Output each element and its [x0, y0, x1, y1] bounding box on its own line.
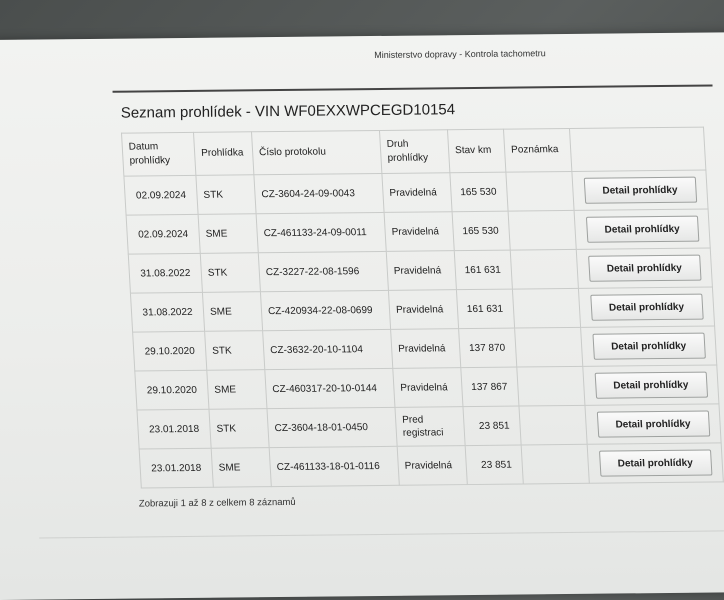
cell-action	[583, 365, 719, 405]
cell-note	[510, 249, 578, 289]
table-row	[130, 287, 714, 332]
column-header-action	[569, 127, 705, 171]
cell-km: 165 530	[452, 211, 510, 251]
column-header-km: Stav km	[447, 129, 505, 173]
cell-inspection-type: STK	[209, 409, 269, 449]
table-row	[133, 326, 717, 371]
cell-protocol: CZ-3227-22-08-1596	[258, 251, 388, 291]
table-row	[126, 209, 710, 254]
bottom-divider	[39, 530, 724, 539]
cell-kind: Pravidelná	[384, 212, 454, 252]
cell-date: 02.09.2024	[126, 214, 200, 254]
cell-kind: Pravidelná	[391, 329, 461, 369]
running-header: Ministerstvo dopravy - Kontrola tachometru	[374, 48, 546, 61]
cell-note	[508, 210, 576, 250]
inspections-table-wrapper	[121, 127, 723, 489]
cell-km: 161 631	[456, 289, 514, 329]
cell-protocol: CZ-3604-18-01-0450	[267, 407, 397, 447]
cell-protocol: CZ-461133-18-01-0116	[269, 446, 399, 486]
cell-km: 23 851	[463, 406, 521, 446]
cell-date: 02.09.2024	[124, 175, 198, 215]
inspections-table	[121, 127, 724, 489]
cell-inspection-type: SME	[198, 214, 258, 254]
detail-button[interactable]: Detail prohlídky	[592, 333, 705, 360]
cell-note	[515, 327, 583, 367]
cell-protocol: CZ-420934-22-08-0699	[260, 290, 390, 330]
cell-kind: Pravidelná	[388, 290, 458, 330]
detail-button[interactable]: Detail prohlídky	[599, 450, 712, 477]
detail-button[interactable]: Detail prohlídky	[588, 255, 701, 282]
cell-note	[519, 405, 587, 445]
column-header-inspection: Prohlídka	[194, 132, 254, 176]
cell-kind: Pravidelná	[397, 446, 467, 486]
cell-action	[576, 248, 712, 288]
cell-action	[587, 443, 723, 483]
cell-note	[521, 444, 589, 484]
column-header-date: Datum prohlídky	[122, 132, 196, 176]
cell-protocol: CZ-3604-24-09-0043	[254, 173, 384, 213]
detail-button[interactable]: Detail prohlídky	[594, 372, 707, 399]
cell-protocol: CZ-461133-24-09-0011	[256, 212, 386, 252]
cell-kind: Pravidelná	[393, 368, 463, 408]
cell-date: 31.08.2022	[128, 253, 202, 293]
cell-kind: Pred registraci	[395, 407, 465, 447]
cell-km: 161 631	[454, 250, 512, 290]
cell-inspection-type: SME	[202, 292, 262, 332]
cell-km: 137 867	[461, 367, 519, 407]
cell-inspection-type: STK	[196, 175, 256, 215]
cell-action	[572, 170, 708, 210]
cell-km: 137 870	[459, 328, 517, 368]
column-header-protocol: Číslo protokolu	[251, 130, 381, 174]
cell-action	[574, 209, 710, 249]
detail-button[interactable]: Detail prohlídky	[585, 216, 698, 243]
detail-button[interactable]: Detail prohlídky	[590, 294, 703, 321]
cell-date: 29.10.2020	[135, 370, 209, 410]
detail-button[interactable]: Detail prohlídky	[596, 411, 709, 438]
cell-action	[578, 287, 714, 327]
cell-date: 23.01.2018	[139, 448, 213, 488]
cell-inspection-type: SME	[207, 370, 267, 410]
cell-date: 29.10.2020	[133, 331, 207, 371]
cell-inspection-type: SME	[211, 448, 271, 488]
cell-km: 23 851	[465, 445, 523, 485]
printed-page	[0, 32, 724, 600]
table-row	[124, 170, 708, 215]
cell-note	[512, 288, 580, 328]
cell-kind: Pravidelná	[382, 173, 452, 213]
table-header-row	[122, 127, 706, 176]
table-row	[135, 365, 719, 410]
cell-inspection-type: STK	[205, 331, 265, 371]
page-title: Seznam prohlídek - VIN WF0EXXWPCEGD10154	[120, 101, 456, 122]
table-row	[139, 443, 723, 488]
cell-protocol: CZ-460317-20-10-0144	[265, 368, 395, 408]
cell-inspection-type: STK	[200, 253, 260, 293]
pagination-summary: Zobrazuji 1 až 8 z celkem 8 záznamů	[138, 496, 296, 510]
detail-button[interactable]: Detail prohlídky	[583, 177, 696, 204]
cell-protocol: CZ-3632-20-10-1104	[263, 329, 393, 369]
column-header-note: Poznámka	[503, 128, 571, 172]
column-header-kind: Druh prohlídky	[379, 130, 449, 174]
cell-note	[517, 366, 585, 406]
cell-km: 165 530	[450, 172, 508, 212]
cell-date: 23.01.2018	[137, 409, 211, 449]
cell-action	[585, 404, 721, 444]
table-row	[128, 248, 712, 293]
cell-kind: Pravidelná	[386, 251, 456, 291]
cell-date: 31.08.2022	[130, 292, 204, 332]
table-row	[137, 404, 721, 449]
cell-note	[506, 171, 574, 211]
header-rule	[113, 84, 713, 92]
cell-action	[581, 326, 717, 366]
